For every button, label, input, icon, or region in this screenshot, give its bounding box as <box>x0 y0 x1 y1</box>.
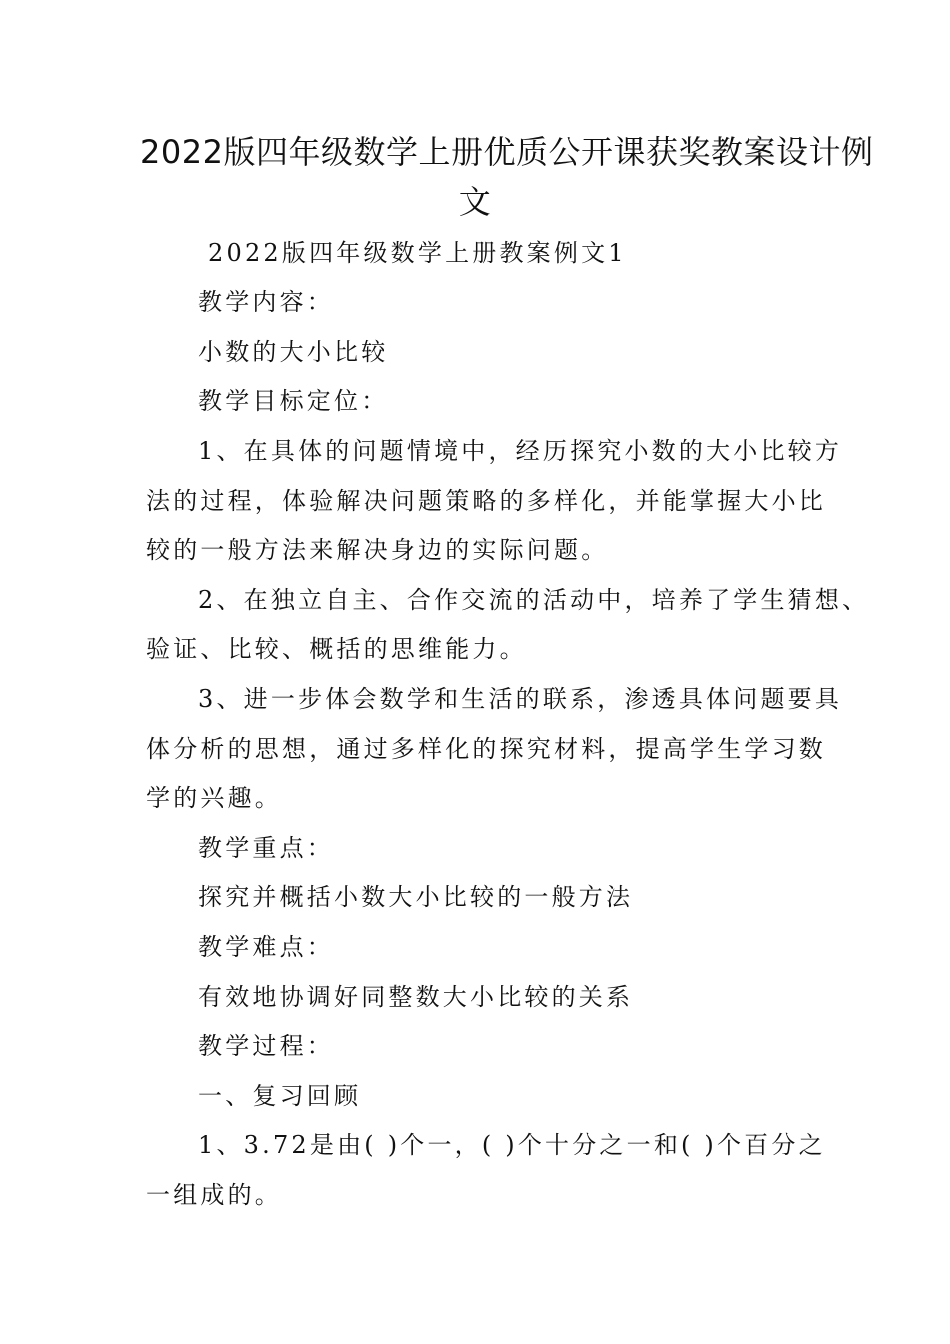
document-subtitle: 2022版四年级数学上册教案例文1 <box>208 239 627 267</box>
question-1-line-2: 一组成的。 <box>146 1181 282 1209</box>
goal-3-line-2: 体分析的思想，通过多样化的探究材料，提高学生学习数 <box>146 735 826 763</box>
goal-2-line-1: 2、在独立自主、合作交流的活动中，培养了学生猜想、 <box>198 586 870 614</box>
difficulty-text: 有效地协调好同整数大小比较的关系 <box>198 983 634 1011</box>
goal-3-line-3: 学的兴趣。 <box>146 784 282 812</box>
goal-1-line-3: 较的一般方法来解决身边的实际问题。 <box>146 536 609 564</box>
goals-label: 教学目标定位： <box>198 387 389 415</box>
difficulty-label: 教学难点： <box>198 933 334 961</box>
section-heading-review: 一、复习回顾 <box>198 1082 362 1110</box>
key-point-text: 探究并概括小数大小比较的一般方法 <box>198 883 634 911</box>
document-title-line-1: 2022版四年级数学上册优质公开课获奖教案设计例 <box>140 133 874 171</box>
goal-1-line-1: 1、在具体的问题情境中，经历探究小数的大小比较方 <box>198 437 843 465</box>
key-point-label: 教学重点： <box>198 834 334 862</box>
content-label: 教学内容： <box>198 288 334 316</box>
process-label: 教学过程： <box>198 1032 334 1060</box>
goal-2-line-2: 验证、比较、概括的思维能力。 <box>146 635 527 663</box>
content-text: 小数的大小比较 <box>198 338 389 366</box>
question-1-line-1: 1、3.72是由( )个一，( )个十分之一和( )个百分之 <box>198 1131 826 1159</box>
document-title-line-2: 文 <box>458 183 492 221</box>
goal-1-line-2: 法的过程，体验解决问题策略的多样化，并能掌握大小比 <box>146 487 826 515</box>
goal-3-line-1: 3、进一步体会数学和生活的联系，渗透具体问题要具 <box>198 685 843 713</box>
